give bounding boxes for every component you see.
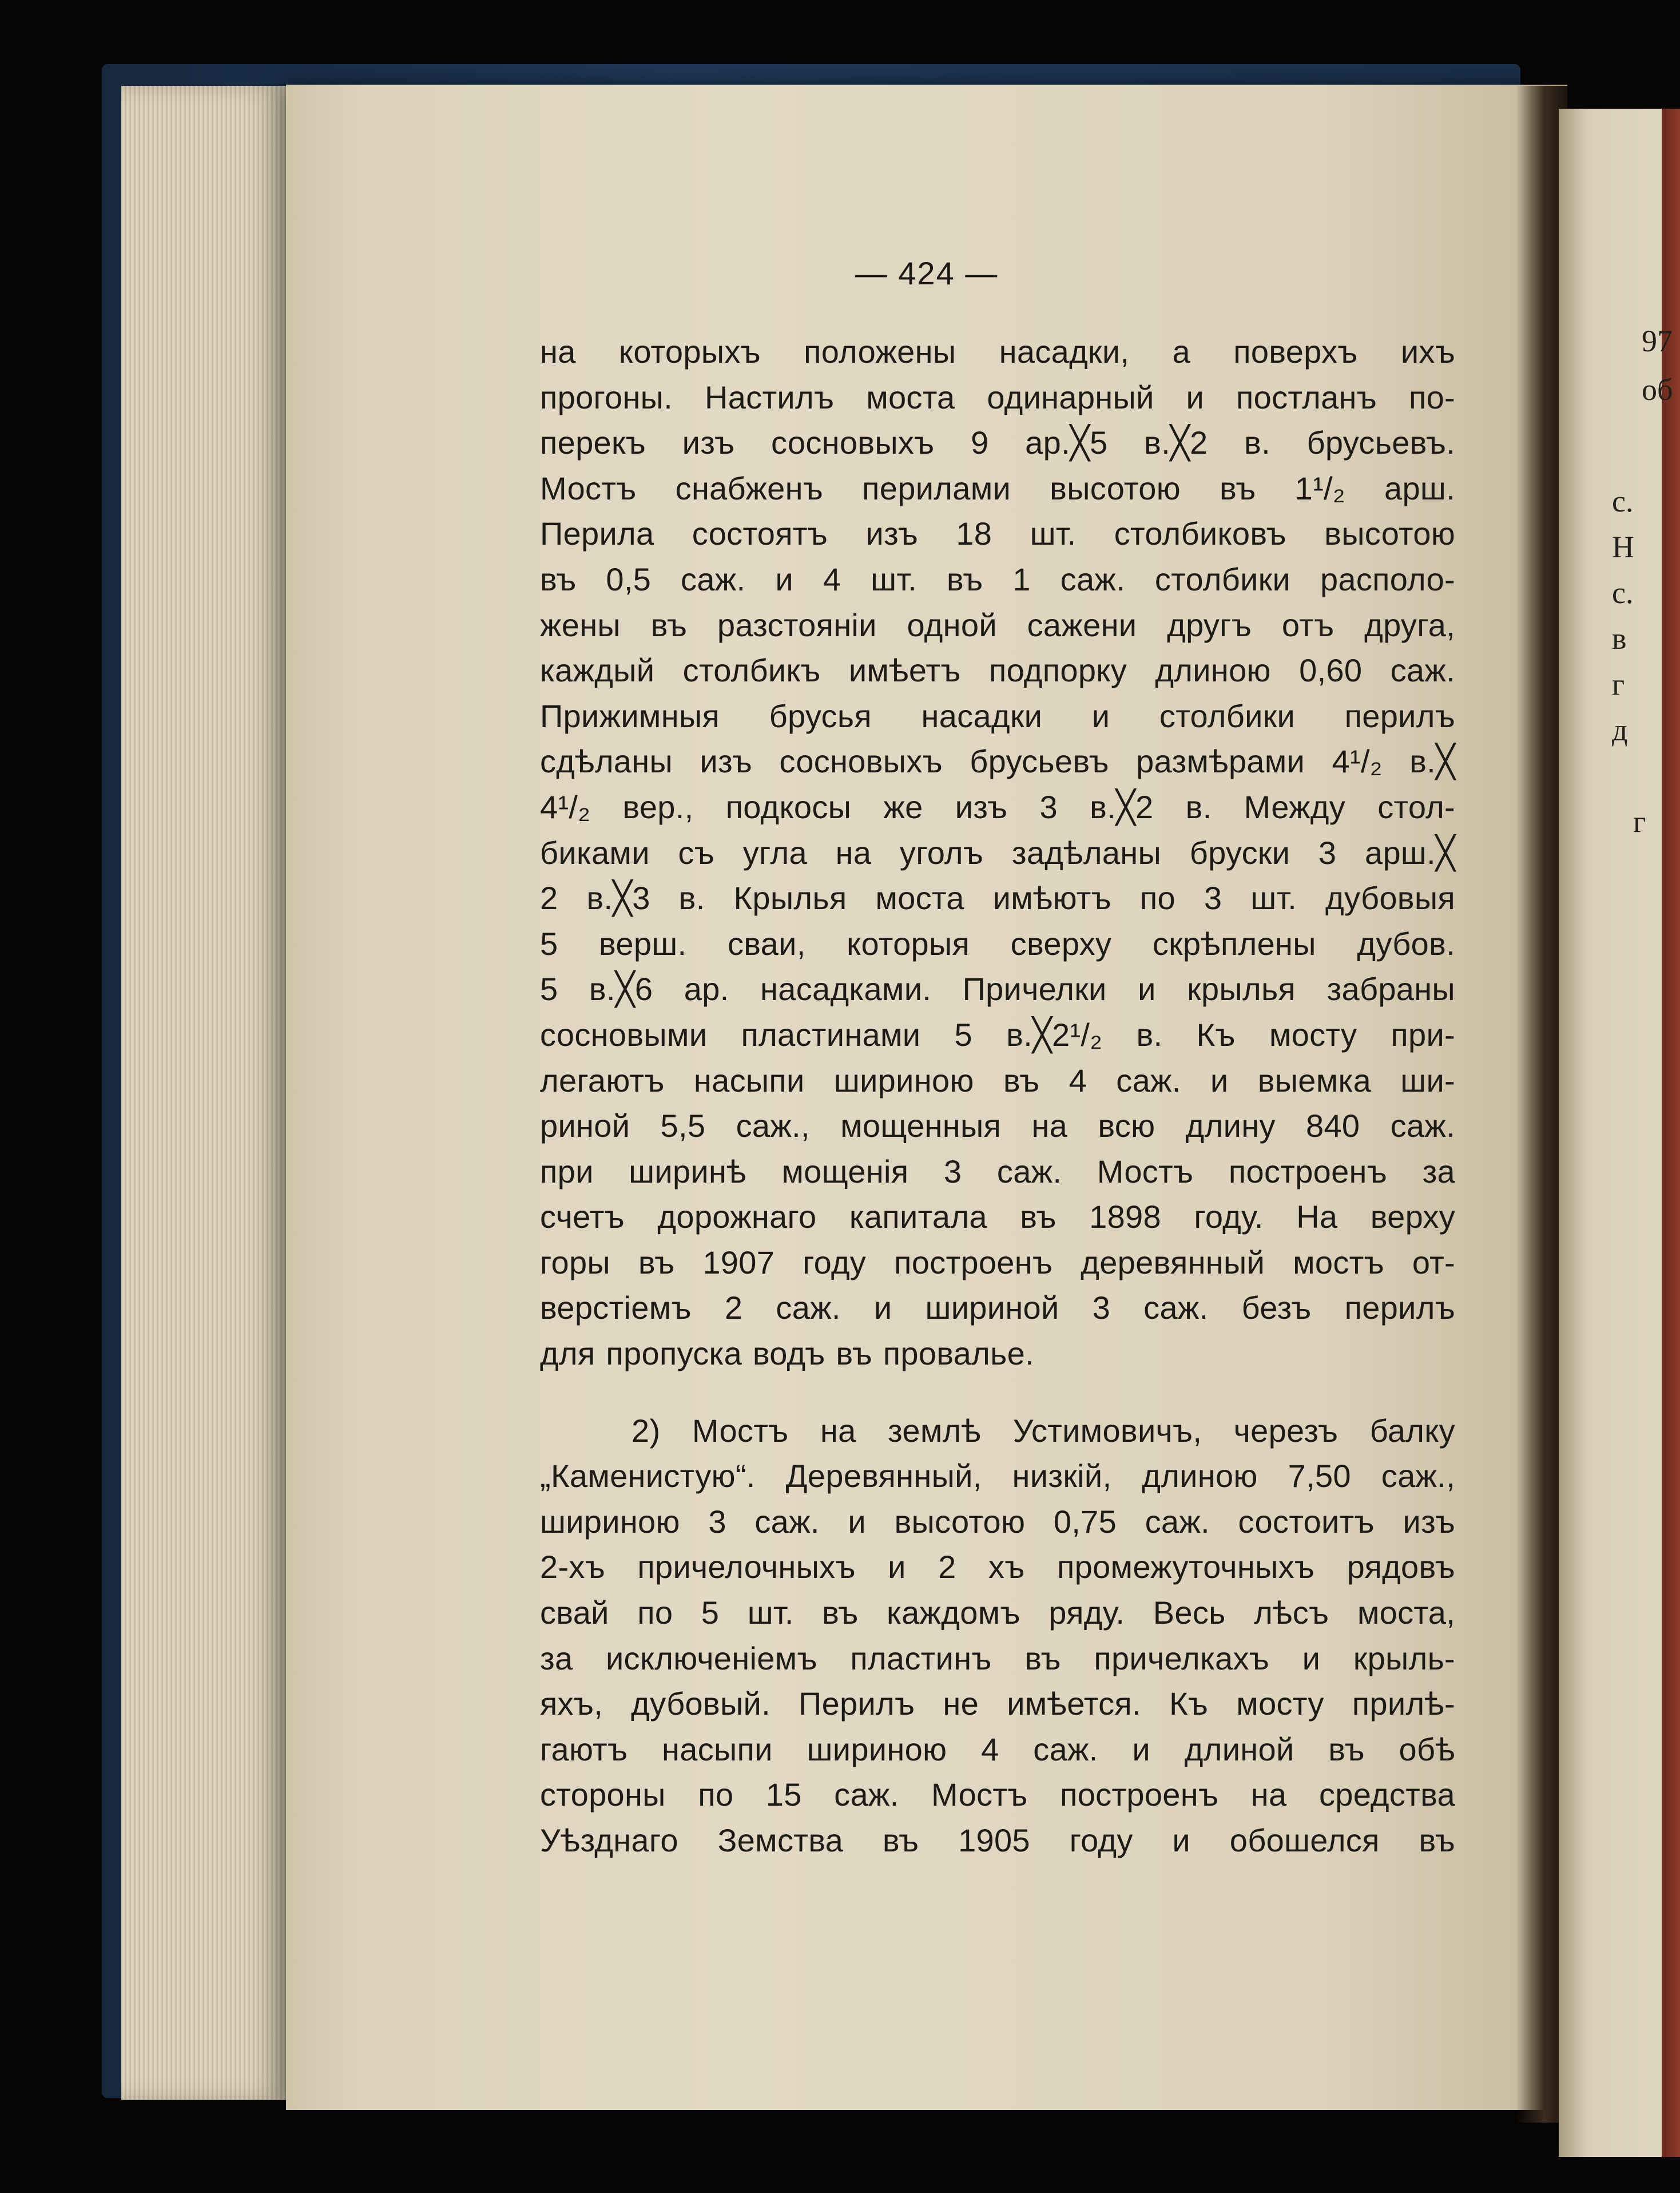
right-page-fragment: с.	[1612, 576, 1634, 610]
right-page-fragment: г	[1633, 804, 1646, 839]
right-page-edge	[1662, 109, 1680, 2157]
text-line: перекъ изъ сосновыхъ 9 ар.╳5 в.╳2 в. брусьевъ.	[540, 425, 1455, 461]
right-page-fragment: с.	[1612, 484, 1634, 518]
text-line: 5 в.╳6 ар. насадками. Причелки и крылья забраны	[540, 971, 1455, 1008]
paragraph-gap	[540, 1377, 1455, 1408]
text-line: стороны по 15 саж. Мостъ построенъ на средства	[540, 1776, 1455, 1813]
text-line: жены въ разстояніи одной сажени другъ отъ друга,	[540, 606, 1455, 643]
text-line: яхъ, дубовый. Перилъ не имѣется. Къ мосту прилѣ-	[540, 1686, 1455, 1722]
text-line: 2-хъ причелочныхъ и 2 хъ промежуточныхъ рядовъ	[540, 1549, 1455, 1585]
text-line: свай по 5 шт. въ каждомъ ряду. Весь лѣсъ моста,	[540, 1595, 1455, 1631]
text-line: 5 верш. сваи, которыя сверху скрѣплены дубов.	[540, 925, 1455, 962]
right-page-fragment: 97	[1642, 324, 1673, 358]
text-line: сосновыми пластинами 5 в.╳2¹/₂ в. Къ мосту при-	[540, 1016, 1455, 1053]
text-line-indented: 2) Мостъ на землѣ Устимовичъ, черезъ балку	[632, 1412, 1455, 1449]
right-page-fragment: в	[1612, 621, 1627, 656]
text-line: Уѣзднаго Земства въ 1905 году и обошелся въ	[540, 1822, 1455, 1858]
text-line: Прижимныя брусья насадки и столбики перилъ	[540, 697, 1455, 734]
right-page-fragment: г	[1612, 667, 1625, 701]
page-number: — 424 —	[855, 255, 999, 291]
text-line: 2 в.╳3 в. Крылья моста имѣютъ по 3 шт. дубовыя	[540, 880, 1455, 917]
text-line: верстіемъ 2 саж. и шириной 3 саж. безъ перилъ	[540, 1290, 1455, 1326]
text-line: гаютъ насыпи шириною 4 саж. и длиной въ обѣ	[540, 1731, 1455, 1767]
text-line: за исключеніемъ пластинъ въ причелкахъ и крыль-	[540, 1640, 1455, 1676]
text-line-last: для пропуска водъ въ провалье.	[540, 1335, 1034, 1372]
right-page-fragment: Н	[1612, 530, 1634, 564]
text-line: прогоны. Настилъ моста одинарный и постланъ по-	[540, 379, 1455, 415]
text-line: въ 0,5 саж. и 4 шт. въ 1 саж. столбики располо-	[540, 561, 1455, 597]
text-line: горы въ 1907 году построенъ деревянный мостъ от-	[540, 1244, 1455, 1280]
text-line: биками съ угла на уголъ задѣланы бруски 3 арш.╳	[540, 834, 1455, 871]
text-line: каждый столбикъ имѣетъ подпорку длиною 0,60 саж.	[540, 652, 1455, 689]
text-line: Перила состоятъ изъ 18 шт. столбиковъ высотою	[540, 515, 1455, 552]
text-line: „Каменистую“. Деревянный, низкій, длиною 7,50 саж.,	[540, 1458, 1455, 1494]
page-edges	[121, 86, 287, 2100]
text-line: риной 5,5 саж., мощенныя на всю длину 840 саж.	[540, 1108, 1455, 1144]
text-line: при ширинѣ мощенія 3 саж. Мостъ построенъ за	[540, 1153, 1455, 1189]
page-body-text	[540, 329, 1455, 1863]
text-line: на которыхъ положены насадки, а поверхъ ихъ	[540, 334, 1455, 370]
text-line: счетъ дорожнаго капитала въ 1898 году. На верху	[540, 1199, 1455, 1235]
right-page-fragment: д	[1612, 713, 1628, 747]
text-line: шириною 3 саж. и высотою 0,75 саж. состоитъ изъ	[540, 1503, 1455, 1540]
text-line: сдѣланы изъ сосновыхъ брусьевъ размѣрами 4¹/₂ в.╳	[540, 743, 1455, 780]
text-line: легаютъ насыпи шириною въ 4 саж. и выемка ши-	[540, 1062, 1455, 1099]
text-line: 4¹/₂ вер., подкосы же изъ 3 в.╳2 в. Между стол-	[540, 788, 1455, 825]
right-page-fragment: об	[1642, 372, 1673, 407]
text-line: Мостъ снабженъ перилами высотою въ 1¹/₂ арш.	[540, 470, 1455, 506]
